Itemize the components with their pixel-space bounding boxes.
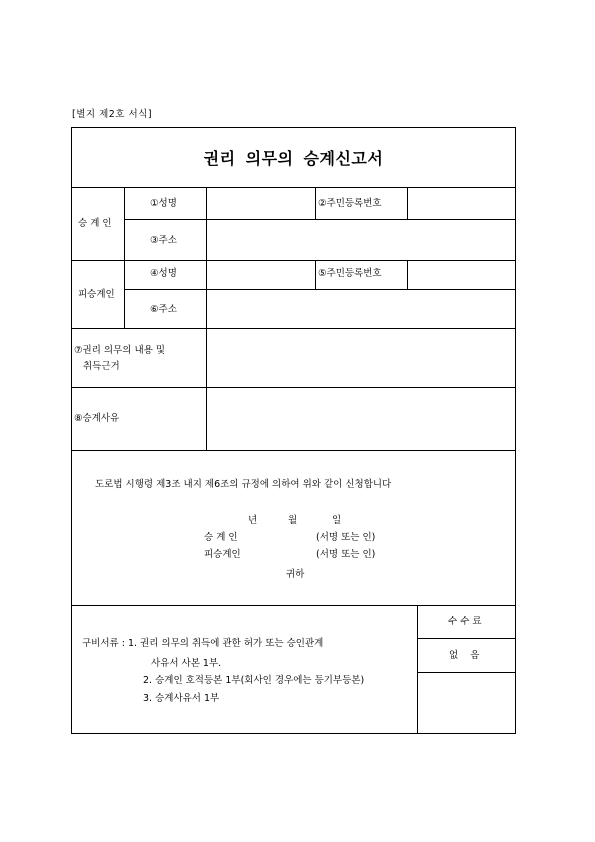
page-title: 권리 의무의 승계신고서 [203,149,384,168]
addressee-label: 귀하 [286,569,305,580]
date-month-label: 월 [288,515,298,526]
predecessor-address-label: ⑥주소 [150,304,177,315]
row-divider [71,605,516,606]
successor-address-label: ③주소 [150,235,177,246]
reason-label: ⑧승계사유 [74,413,120,424]
predecessor-section-label: 피승계인 [78,289,115,300]
attachments-line-3: 3. 승계사유서 1부 [143,693,220,704]
successor-sign-label: 승 계 인 [204,532,238,543]
fee-value: 없 음 [449,650,480,661]
successor-name-field[interactable] [207,188,314,218]
col-divider [124,187,125,328]
date-year-label: 년 [248,515,258,526]
fee-header: 수 수 료 [448,616,482,627]
predecessor-id-field[interactable] [408,261,515,288]
rights-label-cont: 취득근거 [83,361,120,372]
col-divider [315,260,316,289]
predecessor-address-field[interactable] [207,290,515,327]
predecessor-name-label: ④성명 [150,268,177,279]
predecessor-sign-label: 피승계인 [204,549,241,560]
fee-divider [417,638,516,639]
successor-id-label: ②주민등록번호 [318,198,382,209]
form-reference: [별지 제2호 서식] [72,109,153,120]
predecessor-sign-note: (서명 또는 인) [316,549,376,560]
declaration-statement: 도로법 시행령 제3조 내지 제6조의 규정에 의하여 위와 같이 신청합니다 [95,479,392,490]
attachments-line-1: 구비서류 : 1. 권리 의무의 취득에 관한 허가 또는 승인관계 [82,638,324,649]
reason-field[interactable] [207,388,515,449]
row-divider [71,450,516,451]
col-divider [315,187,316,219]
successor-id-field[interactable] [408,188,515,218]
date-day-label: 일 [332,515,342,526]
successor-name-label: ①성명 [150,198,177,209]
predecessor-id-label: ⑤주민등록번호 [318,268,382,279]
predecessor-name-field[interactable] [207,261,314,288]
rights-label: ⑦권리 의무의 내용 및 [74,345,165,356]
successor-sign-note: (서명 또는 인) [316,532,376,543]
attachments-line-1-cont: 사유서 사본 1부. [151,658,222,669]
attachments-line-2: 2. 승계인 호적등본 1부(회사인 경우에는 등기부등본) [143,675,365,686]
fee-divider [417,672,516,673]
successor-section-label: 승 계 인 [78,218,112,229]
rights-field[interactable] [207,329,515,386]
successor-address-field[interactable] [207,220,515,259]
fee-col-divider [417,605,418,734]
